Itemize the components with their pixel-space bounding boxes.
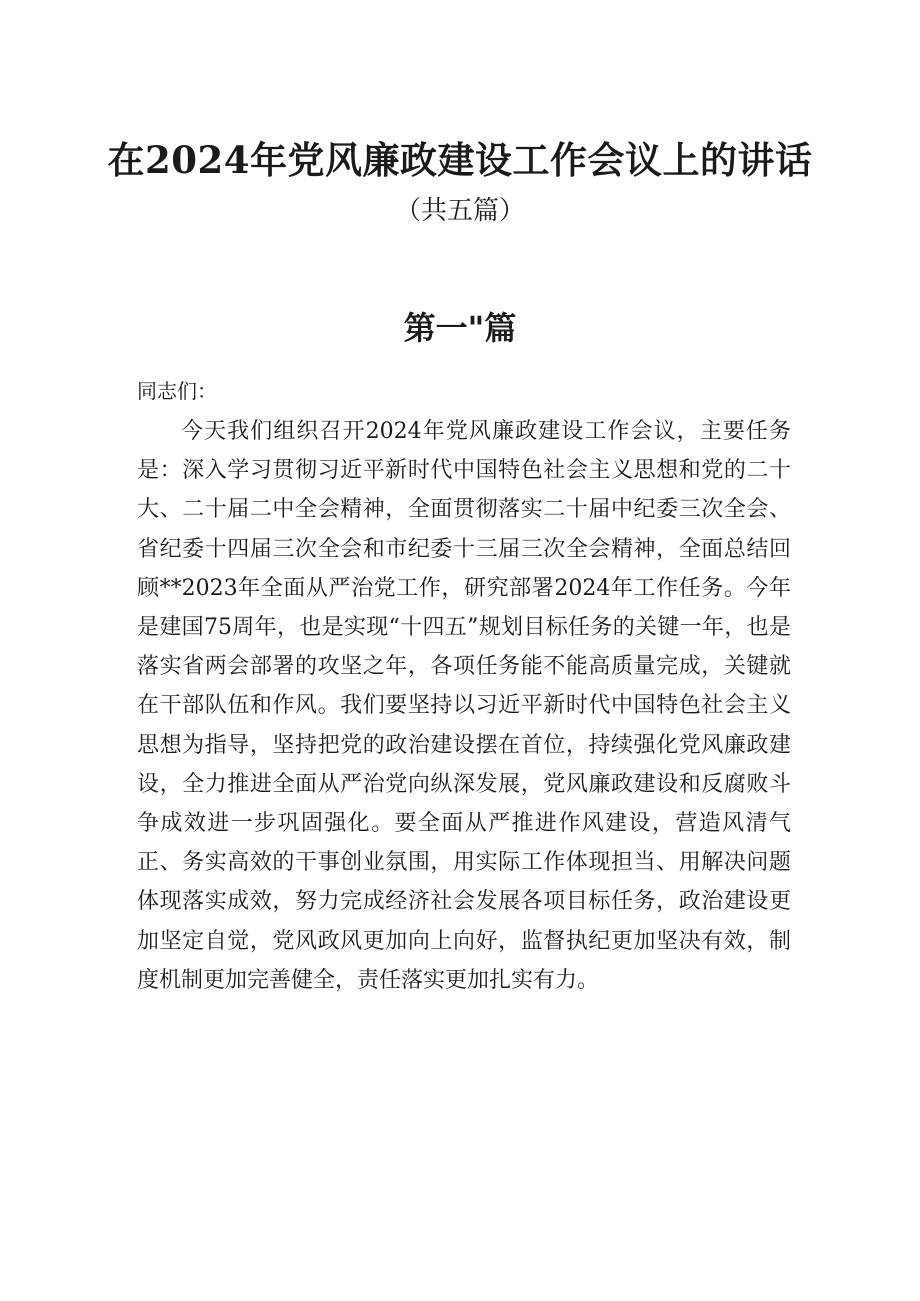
document-title: 在2024年党风廉政建设工作会议上的讲话 xyxy=(107,138,813,182)
salutation: 同志们： xyxy=(137,379,217,403)
document-subtitle: （共五篇） xyxy=(394,196,525,226)
body-paragraph: 今天我们组织召开2024年党风廉政建设工作会议，主要任务是：深入学习贯彻习近平新时代中国特色社会主义思想和党的二十大、二十届二中全会精神，全面贯彻落实二十届中纪委三次全会、省纪委十四届三次全会和市纪委十三届三次全会精神，全面总结回顾**2023年全面从严治党工作，研究部署2024年工作任务。今年是建国75周年，也是实现“十四五”规划目标任务的关键一年，也是落实省两会部署的攻坚之年，各项任务能不能高质量完成，关键就在干部队伍和作风。我们要坚持以习近平新时代中国特色社会主义思想为指导，坚持把党的政治建设摆在首位，持续强化党风廉政建设，全力推进全面从严治党向纵深发展，党风廉政建设和反腐败斗争成效进一步巩固强化。要全面从严推进作风建设，营造风清气正、务实高效的干事创业氛围，用实际工作体现担当、用解决问题体现落实成效，努力完成经济社会发展各项目标任务，政治建设更加坚定自觉，党风政风更加向上向好，监督执纪更加坚决有效，制度机制更加完善健全，责任落实更加扎实有力。 xyxy=(137,419,791,993)
part-heading: 第一"篇 xyxy=(403,309,517,347)
